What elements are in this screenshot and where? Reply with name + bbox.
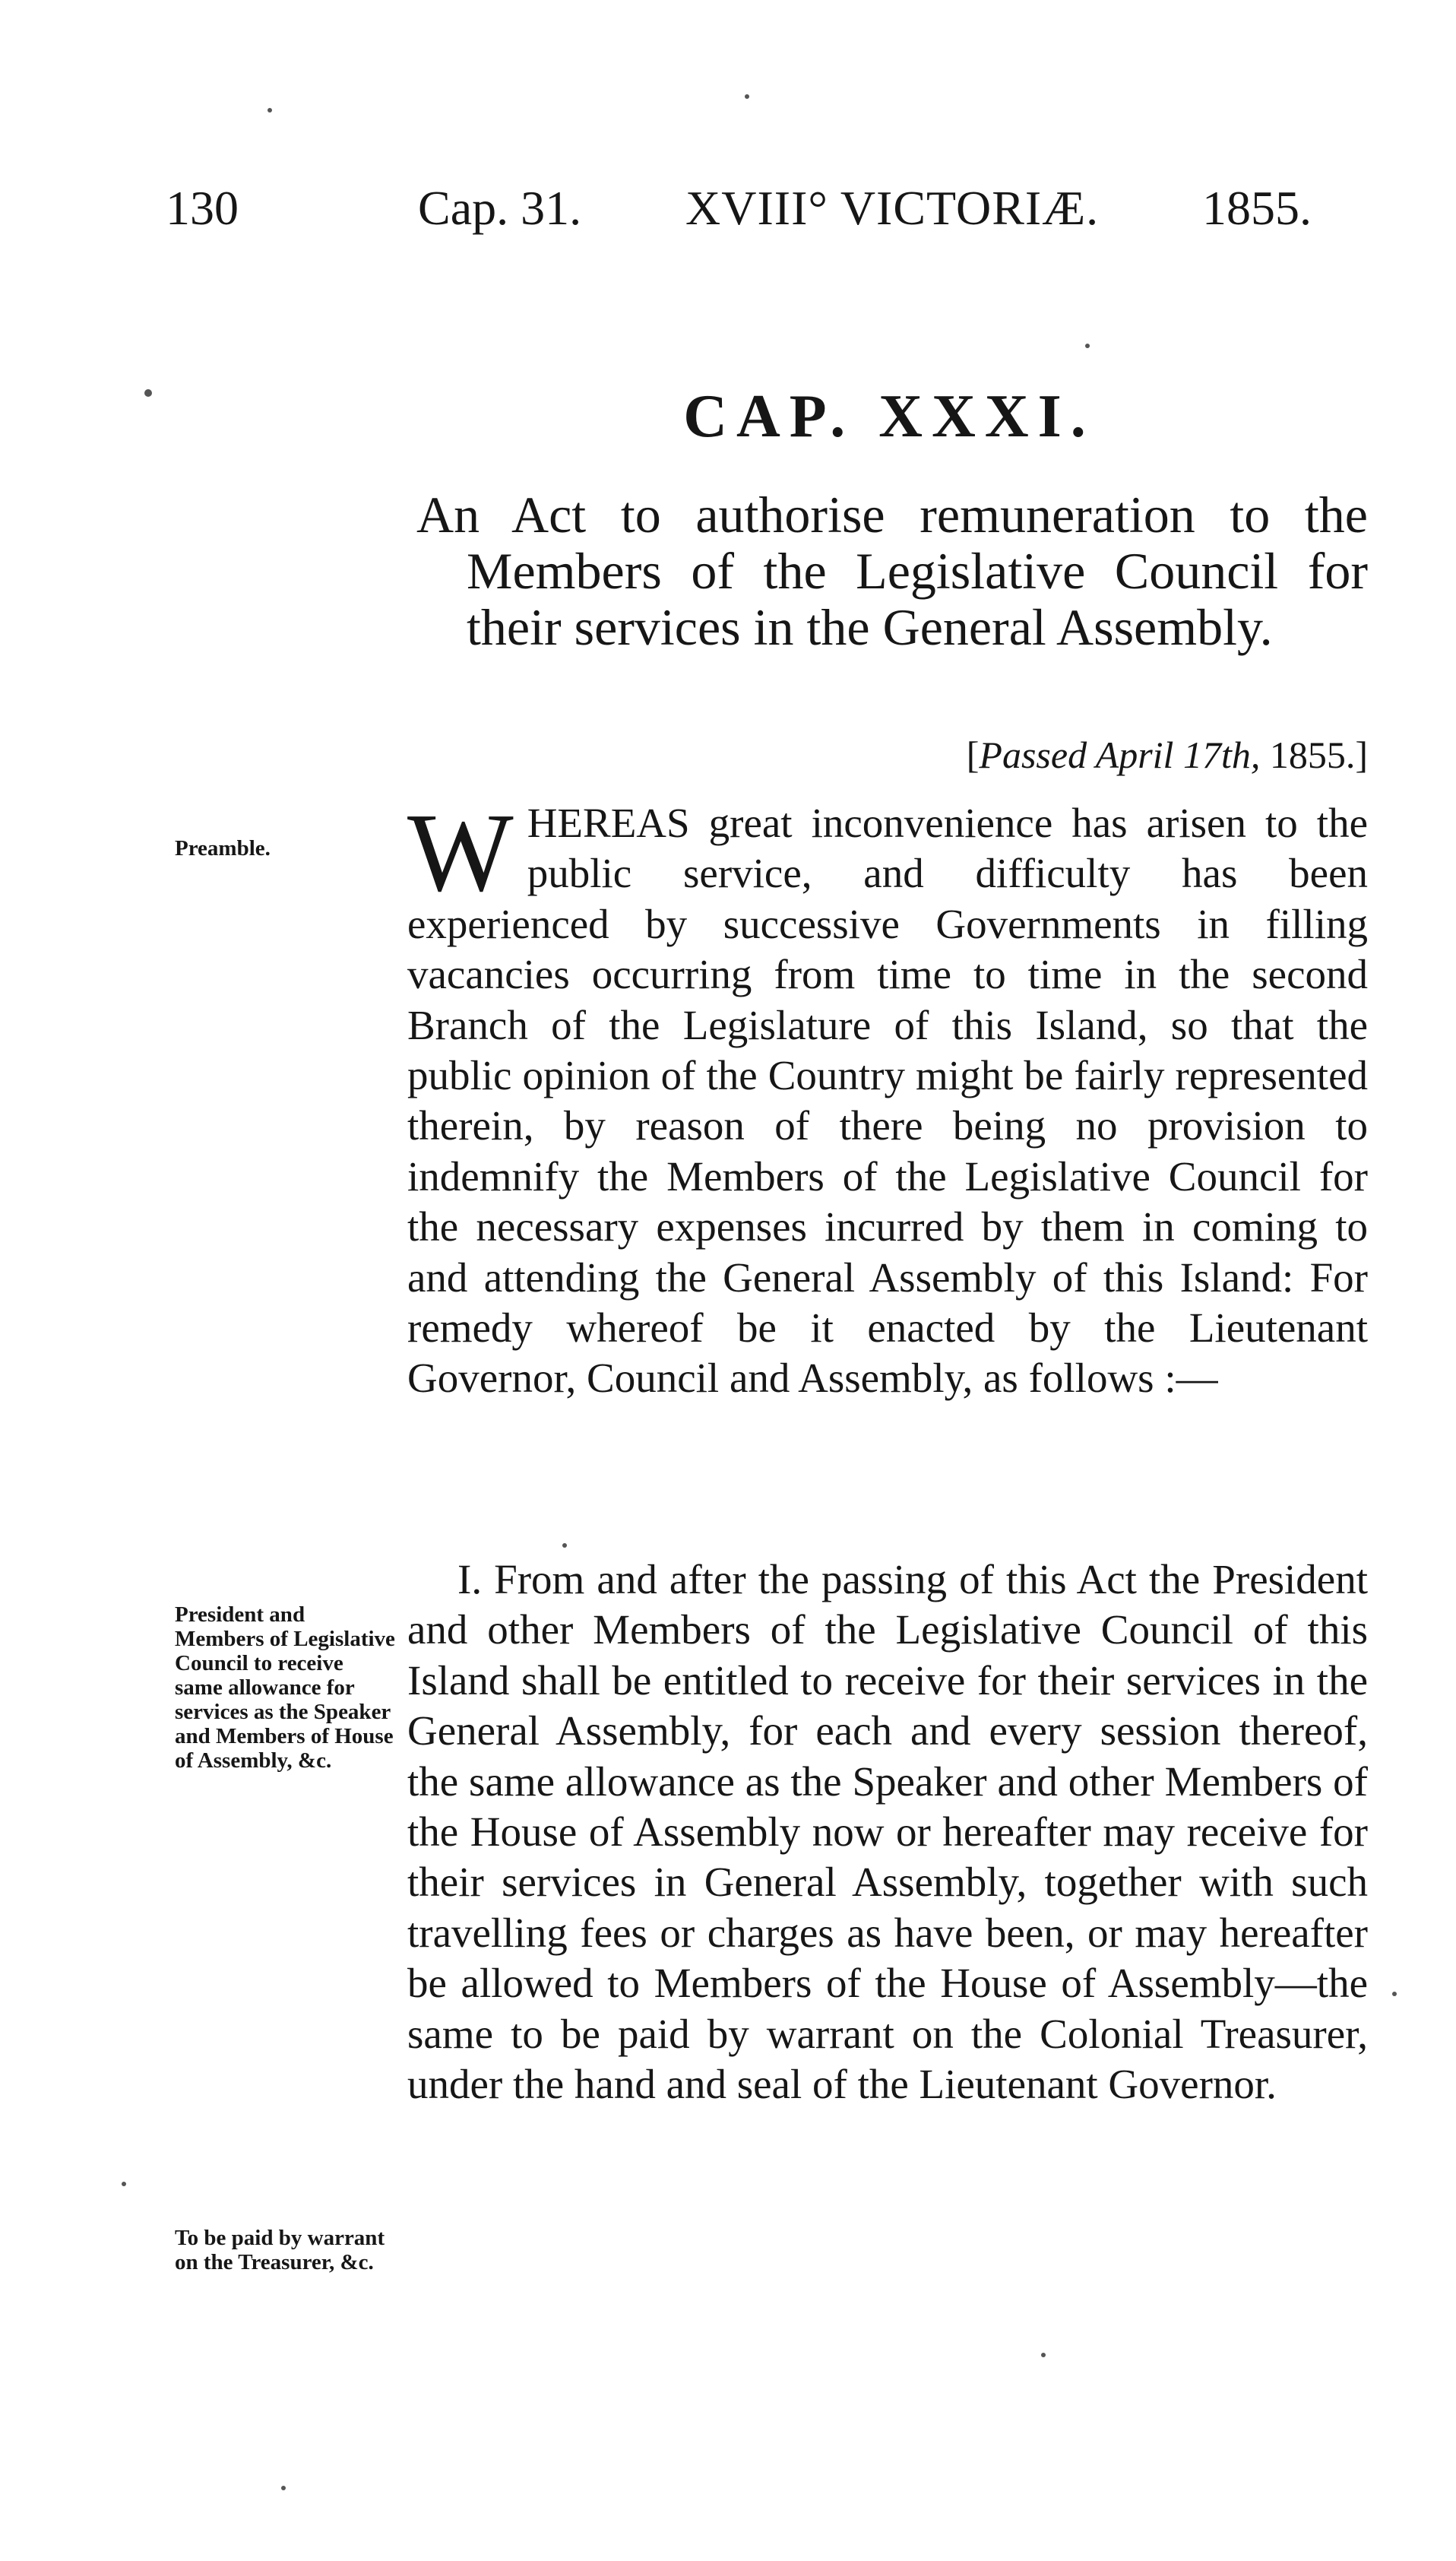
preamble-text: HEREAS great inconvenience has arisen to the public service, and difficulty has been experienced by successive Governments in filling vacancies occurring from time to time in the second Branch of the Legislature of this Island, so that the public opinion of the Country might be fairly represented therein, by reason of there being no provision to indemnify the Members of the Legislative Council for the necessary expenses incurred by them in coming to and attending the General Assembly of this Island: For remedy whereof be it enacted by the Lieutenant Governor, Council and Assembly, as follows :— [407,800,1368,1402]
long-title-text: An Act to authorise remuneration to the Members of the Legislative Council for their services in the General Assembly. [416,486,1368,656]
margin-note-paid: To be paid by warrant on the Treasurer, &c. [175,2226,385,2274]
header-year: 1855. [1202,181,1312,235]
preamble-paragraph [407,791,1368,1404]
passed-open-bracket: [ [966,734,980,776]
speck [1041,2353,1046,2357]
passed-date [836,736,1368,774]
drop-cap-initial: W [407,791,514,915]
speck [267,108,272,113]
chapter-title: CAP. XXXI. [683,383,1095,450]
chapter-reference: Cap. 31. [418,181,582,235]
speck [1392,1992,1397,1996]
section-1-paragraph: I. From and after the passing of this Act the President and other Members of the Legislative Council of this Island shall be entitled to receive for their services in the General Assembly, for each and every session thereof, the same allowance as the Speaker and other Members of the House of Assembly now or hereafter may receive for their services in General Assembly, together with such travelling fees or charges as have been, or may hereafter be allowed to Members of the House of Assembly—the same to be paid by warrant on the Colonial Treasurer, under the hand and seal of the Lieutenant Governor. [407,1556,1368,2108]
speck [122,2182,126,2186]
passed-label: Passed April 17th, [979,734,1261,776]
act-long-title [416,487,1368,655]
margin-note-president: President and Members of Legislative Council to receive same allowance for services as the Speaker and Members of House of Assembly, &c. [175,1602,395,1773]
speck [1085,344,1090,348]
speck [745,94,749,99]
speck [281,2486,286,2490]
margin-note-preamble: Preamble. [175,836,271,861]
speck [562,1543,567,1548]
page-number: 130 [166,181,239,235]
regnal-year: XVIII° VICTORIÆ. [685,181,1100,235]
speck [144,389,152,397]
passed-year: 1855.] [1269,734,1368,776]
